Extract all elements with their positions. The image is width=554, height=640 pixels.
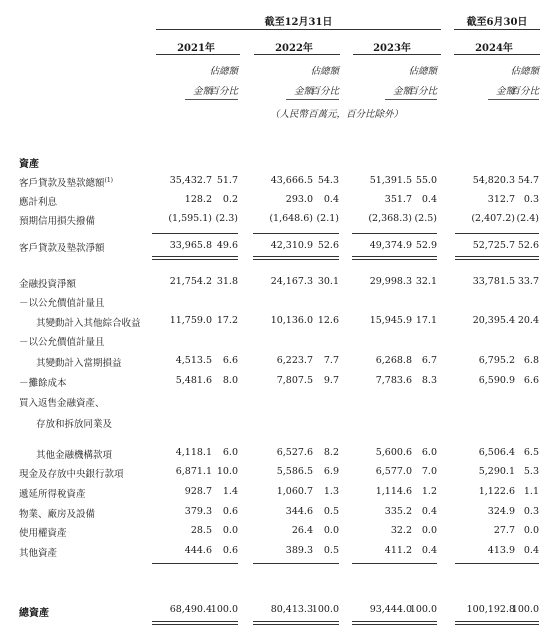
cell-value: 43,666.5: [270, 175, 313, 186]
col-header-underline: [406, 99, 437, 100]
cell-rule: [511, 256, 539, 257]
cell-value: 35,432.7: [169, 175, 212, 186]
cell-value: 6.6: [523, 375, 539, 386]
cell-rule: [352, 259, 412, 260]
cell-value: 444.6: [184, 545, 212, 556]
cell-value: 30.1: [317, 276, 339, 287]
row-label: 應計利息: [19, 197, 58, 208]
cell-value: 54.7: [517, 175, 539, 186]
cell-value: 344.6: [285, 506, 313, 517]
cell-value: 15,945.9: [369, 315, 412, 326]
row-label: 買入返售金融資產、: [19, 398, 105, 409]
col-header-pct: 百分比: [510, 86, 539, 97]
cell-value: 11,759.0: [169, 315, 212, 326]
cell-value: 33,781.5: [472, 276, 515, 287]
total-value: 80,413.3: [270, 604, 313, 615]
cell-rule: [455, 233, 515, 234]
col-header-pct: 佔總額: [209, 66, 238, 77]
cell-value: 1.4: [222, 486, 238, 497]
cell-value: (2.1): [316, 213, 339, 224]
cell-value: 52.6: [317, 240, 339, 251]
year-rule: [254, 54, 340, 55]
cell-rule: [511, 624, 539, 625]
col-header-amount: 金額: [293, 86, 313, 97]
cell-value: 6.7: [421, 355, 437, 366]
cell-value: 0.6: [222, 506, 238, 517]
group-header-jun30: 截至6月30日: [466, 17, 528, 28]
row-label: 其變動計入當期損益: [36, 358, 122, 369]
total-value: 100.0: [511, 604, 539, 615]
cell-rule: [455, 259, 515, 260]
cell-rule: [210, 256, 238, 257]
total-value: 100,192.8: [466, 604, 515, 615]
cell-rule: [352, 233, 412, 234]
cell-value: 6,871.1: [175, 466, 212, 477]
total-value: 100.0: [311, 604, 339, 615]
cell-value: 54.3: [317, 175, 339, 186]
cell-value: 6.5: [523, 447, 539, 458]
cell-value: 21,754.2: [169, 276, 212, 287]
cell-value: 1.1: [523, 486, 539, 497]
cell-value: 0.0: [222, 525, 238, 536]
row-label: 客戶貸款及墊款總額$^{(1)}$: [19, 176, 114, 189]
cell-value: 52.9: [415, 240, 437, 251]
cell-value: 51,391.5: [369, 175, 412, 186]
cell-rule: [409, 624, 437, 625]
cell-value: (2.3): [215, 213, 238, 224]
group-rule: [454, 29, 540, 30]
cell-value: 0.4: [523, 545, 539, 556]
cell-rule: [210, 259, 238, 260]
cell-value: 6.9: [323, 466, 339, 477]
cell-rule: [409, 563, 437, 564]
cell-rule: [253, 256, 313, 257]
cell-rule: [210, 563, 238, 564]
unit-note: （人民幣百萬元，百分比除外）: [270, 109, 404, 120]
col-header-amount: 金額: [192, 86, 212, 97]
cell-rule: [152, 621, 212, 622]
cell-rule: [210, 621, 238, 622]
cell-rule: [311, 621, 339, 622]
cell-value: 26.4: [291, 525, 313, 536]
cell-rule: [311, 624, 339, 625]
cell-value: 0.2: [222, 194, 238, 205]
cell-value: 17.2: [216, 315, 238, 326]
cell-value: (1,595.1): [168, 213, 212, 224]
cell-value: 12.6: [317, 315, 339, 326]
cell-rule: [455, 256, 515, 257]
cell-value: 0.0: [523, 525, 539, 536]
row-label: 物業、廠房及設備: [19, 509, 96, 520]
cell-value: 389.3: [285, 545, 313, 556]
total-value: 100.0: [210, 604, 238, 615]
cell-rule: [409, 233, 437, 234]
cell-value: 0.0: [421, 525, 437, 536]
row-label: 預期信用損失撥備: [19, 216, 96, 227]
cell-value: 32.1: [415, 276, 437, 287]
cell-value: 6.8: [523, 355, 539, 366]
row-label: －以公允價值計量且: [19, 337, 105, 348]
cell-value: 411.2: [384, 545, 412, 556]
cell-rule: [455, 563, 515, 564]
total-value: 68,490.4: [169, 604, 212, 615]
cell-value: 10,136.0: [270, 315, 313, 326]
cell-value: 6,590.9: [478, 375, 515, 386]
cell-rule: [352, 621, 412, 622]
col-header-pct: 百分比: [408, 86, 437, 97]
total-value: 100.0: [409, 604, 437, 615]
footnote-marker: (1): [104, 176, 114, 184]
col-header-amount: 金額: [495, 86, 515, 97]
cell-rule: [253, 563, 313, 564]
cell-value: 52.6: [517, 240, 539, 251]
year-rule: [353, 54, 441, 55]
row-label: 存放和拆放同業及: [36, 419, 113, 430]
cell-rule: [352, 624, 412, 625]
cell-value: 928.7: [184, 486, 212, 497]
cell-value: 5,481.6: [175, 375, 212, 386]
year-header: 2024年: [475, 43, 513, 54]
cell-value: (2,407.2): [471, 213, 515, 224]
row-label: －攤餘成本: [19, 378, 67, 389]
cell-value: 312.7: [487, 194, 515, 205]
cell-value: 6,527.6: [276, 447, 313, 458]
col-header-pct: 佔總額: [408, 66, 437, 77]
cell-value: 351.7: [384, 194, 412, 205]
row-label: 其他金融機構款項: [36, 450, 113, 461]
cell-value: 51.7: [216, 175, 238, 186]
cell-value: 1,122.6: [478, 486, 515, 497]
cell-rule: [152, 259, 212, 260]
total-value: 93,444.0: [369, 604, 412, 615]
cell-value: 0.0: [323, 525, 339, 536]
total-label: 總資產: [19, 608, 49, 619]
year-header: 2022年: [275, 43, 313, 54]
year-header: 2023年: [373, 43, 411, 54]
cell-value: 6,223.7: [276, 355, 313, 366]
cell-value: 1,114.6: [375, 486, 412, 497]
col-header-pct: 佔總額: [510, 66, 539, 77]
cell-rule: [152, 624, 212, 625]
cell-value: 7.0: [421, 466, 437, 477]
group-header-dec31: 截至12月31日: [264, 17, 333, 28]
row-label: 現金及存放中央銀行款項: [19, 469, 124, 480]
row-label: 其他資產: [19, 548, 58, 559]
row-label: 其變動計入其他綜合收益: [36, 318, 141, 329]
cell-rule: [409, 621, 437, 622]
cell-value: 49,374.9: [369, 240, 412, 251]
cell-rule: [352, 563, 412, 564]
row-label: 使用權資產: [19, 528, 67, 539]
cell-value: 0.4: [421, 545, 437, 556]
cell-value: 1.3: [323, 486, 339, 497]
row-label: 遞延所得稅資產: [19, 489, 86, 500]
cell-value: 7,783.6: [375, 375, 412, 386]
cell-value: 9.7: [323, 375, 339, 386]
cell-value: 1,060.7: [276, 486, 313, 497]
cell-value: 0.5: [323, 506, 339, 517]
cell-value: 49.6: [216, 240, 238, 251]
cell-value: 0.5: [323, 545, 339, 556]
cell-rule: [253, 621, 313, 622]
cell-value: 10.0: [216, 466, 238, 477]
cell-value: 6.0: [222, 447, 238, 458]
cell-value: 6,577.0: [375, 466, 412, 477]
cell-rule: [409, 259, 437, 260]
cell-value: 1.2: [421, 486, 437, 497]
cell-value: 33,965.8: [169, 240, 212, 251]
cell-rule: [511, 563, 539, 564]
cell-value: 7,807.5: [276, 375, 313, 386]
cell-value: 29,998.3: [369, 276, 412, 287]
cell-value: 4,513.5: [175, 355, 212, 366]
cell-value: 33.7: [517, 276, 539, 287]
year-header: 2021年: [177, 43, 215, 54]
col-header-pct: 佔總額: [310, 66, 339, 77]
cell-value: 24,167.3: [270, 276, 313, 287]
cell-value: 20,395.4: [472, 315, 515, 326]
row-label: －以公允價值計量且: [19, 298, 105, 309]
cell-value: 52,725.7: [472, 240, 515, 251]
col-header-underline: [308, 99, 339, 100]
cell-rule: [210, 624, 238, 625]
cell-rule: [210, 233, 238, 234]
cell-value: 293.0: [285, 194, 313, 205]
cell-value: 42,310.9: [270, 240, 313, 251]
cell-value: 0.3: [523, 506, 539, 517]
cell-value: (2.4): [516, 213, 539, 224]
cell-value: 335.2: [384, 506, 412, 517]
cell-value: 0.3: [523, 194, 539, 205]
cell-value: 27.7: [493, 525, 515, 536]
cell-rule: [253, 259, 313, 260]
cell-rule: [352, 256, 412, 257]
cell-rule: [455, 624, 515, 625]
col-header-underline: [207, 99, 238, 100]
section-title: 資產: [19, 159, 39, 170]
cell-value: 0.4: [421, 194, 437, 205]
cell-value: 5,600.6: [375, 447, 412, 458]
cell-value: 8.2: [323, 447, 339, 458]
cell-rule: [311, 259, 339, 260]
cell-rule: [152, 563, 212, 564]
cell-value: 5,586.5: [276, 466, 313, 477]
cell-rule: [152, 256, 212, 257]
cell-value: 6,268.8: [375, 355, 412, 366]
col-header-pct: 百分比: [310, 86, 339, 97]
row-label: 金融投資淨額: [19, 279, 77, 290]
cell-value: 379.3: [184, 506, 212, 517]
col-header-pct: 百分比: [209, 86, 238, 97]
cell-value: 6,506.4: [478, 447, 515, 458]
cell-value: (1,648.6): [269, 213, 313, 224]
cell-value: 8.0: [222, 375, 238, 386]
cell-rule: [409, 256, 437, 257]
row-label: 客戶貸款及墊款淨額: [19, 243, 105, 254]
group-rule: [156, 29, 441, 30]
cell-rule: [253, 233, 313, 234]
cell-value: (2,368.3): [368, 213, 412, 224]
cell-value: 0.6: [222, 545, 238, 556]
cell-rule: [311, 256, 339, 257]
cell-value: 5.3: [523, 466, 539, 477]
col-header-amount: 金額: [392, 86, 412, 97]
col-header-underline: [508, 99, 539, 100]
cell-rule: [253, 624, 313, 625]
year-rule: [454, 54, 540, 55]
year-rule: [156, 54, 240, 55]
cell-value: 4,118.1: [175, 447, 212, 458]
cell-value: 6.0: [421, 447, 437, 458]
cell-rule: [311, 563, 339, 564]
cell-value: 5,290.1: [478, 466, 515, 477]
cell-rule: [511, 259, 539, 260]
cell-value: 32.2: [390, 525, 412, 536]
cell-value: 8.3: [421, 375, 437, 386]
cell-rule: [511, 233, 539, 234]
cell-rule: [152, 233, 212, 234]
cell-value: 31.8: [216, 276, 238, 287]
cell-value: 28.5: [190, 525, 212, 536]
cell-value: 54,820.3: [472, 175, 515, 186]
cell-value: 55.0: [415, 175, 437, 186]
cell-value: (2.5): [414, 213, 437, 224]
cell-value: 6,795.2: [478, 355, 515, 366]
cell-rule: [455, 621, 515, 622]
cell-rule: [311, 233, 339, 234]
cell-value: 6.6: [222, 355, 238, 366]
cell-value: 7.7: [323, 355, 339, 366]
cell-value: 0.4: [323, 194, 339, 205]
cell-value: 413.9: [487, 545, 515, 556]
cell-value: 324.9: [487, 506, 515, 517]
cell-value: 20.4: [517, 315, 539, 326]
cell-value: 128.2: [184, 194, 212, 205]
cell-value: 17.1: [415, 315, 437, 326]
cell-rule: [511, 621, 539, 622]
cell-value: 0.4: [421, 506, 437, 517]
